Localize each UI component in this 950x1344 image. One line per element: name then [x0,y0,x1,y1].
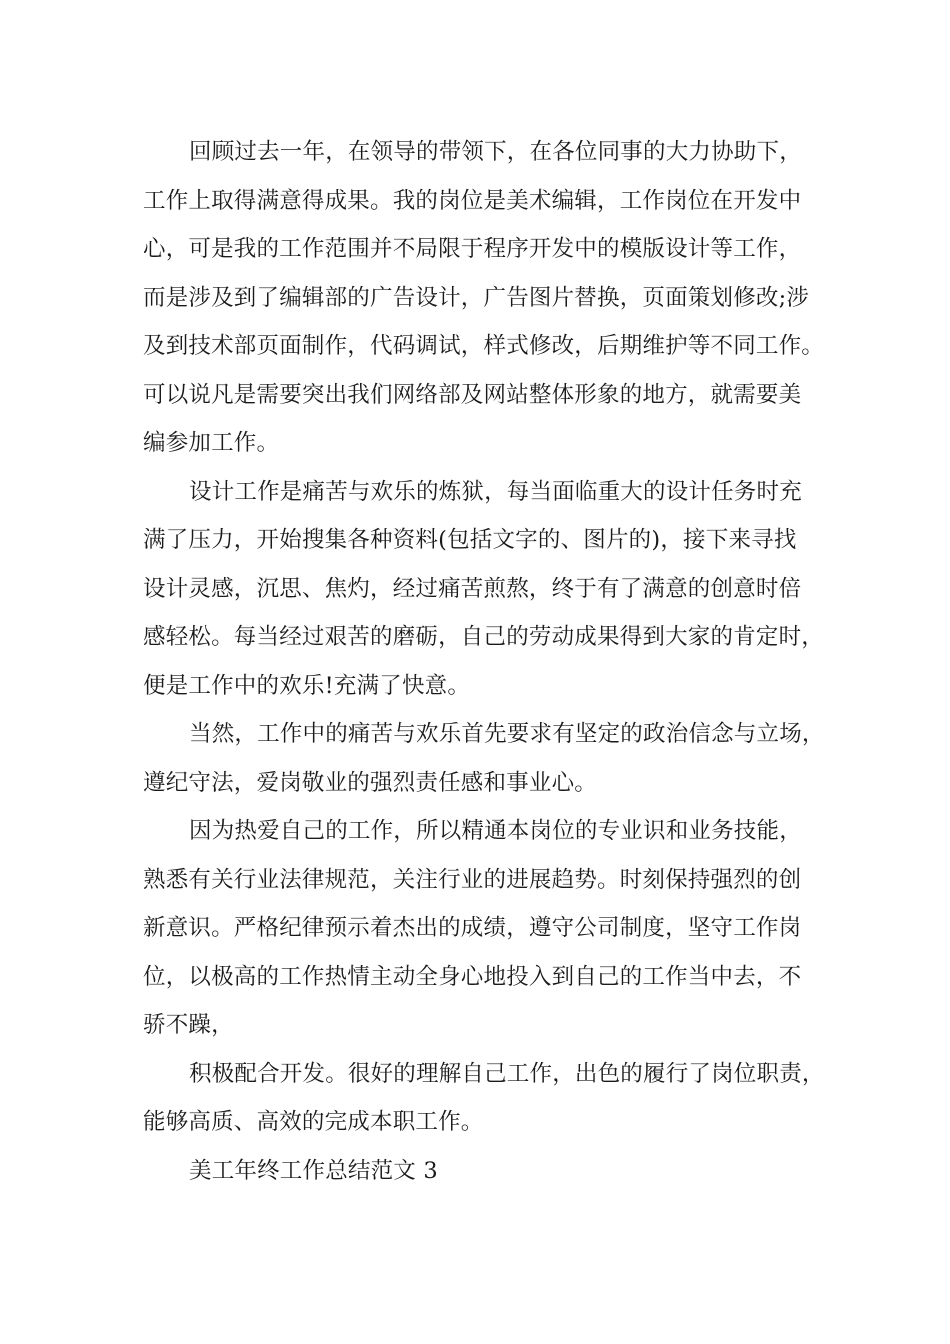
text-line: 遵纪守法，爱岗敬业的强烈责任感和事业心。 [143,769,598,796]
text-line: 位，以极高的工作热情主动全身心地投入到自己的工作当中去，不 [143,963,802,990]
text-line: 便是工作中的欢乐!充满了快意。 [143,672,471,699]
text-line: 感轻松。每当经过艰苦的磨砺，自己的劳动成果得到大家的肯定时， [143,624,825,650]
section-title-text: 美工年终工作总结范文 3 [189,1157,438,1184]
paragraph-political-stance [143,710,833,807]
document-body [143,128,833,1195]
text-line: 回顾过去一年，在领导的带领下，在各位同事的大力协助下， [189,139,802,165]
text-line: 工作上取得满意得成果。我的岗位是美术编辑，工作岗位在开发中 [143,187,802,214]
paragraph-review [143,128,833,468]
text-line: 因为热爱自己的工作，所以精通本岗位的专业识和业务技能， [189,818,802,844]
paragraph-professional-skills [143,807,833,1050]
paragraph-cooperation [143,1050,833,1147]
text-line: 及到技术部页面制作，代码调试，样式修改，后期维护等不同工作。 [143,333,825,359]
text-line: 心，可是我的工作范围并不局限于程序开发中的模版设计等工作， [143,236,802,262]
text-line: 新意识。严格纪律预示着杰出的成绩，遵守公司制度，坚守工作岗 [143,915,802,941]
text-line: 当然，工作中的痛苦与欢乐首先要求有坚定的政治信念与立场， [189,721,825,747]
text-line: 骄不躁， [143,1012,234,1038]
text-line: 满了压力，开始搜集各种资料(包括文字的、图片的)，接下来寻找 [143,527,797,553]
text-line: 而是涉及到了编辑部的广告设计，广告图片替换，页面策划修改;涉 [143,284,810,311]
text-line: 可以说凡是需要突出我们网络部及网站整体形象的地方，就需要美 [143,381,802,408]
text-line: 熟悉有关行业法律规范，关注行业的进展趋势。时刻保持强烈的创 [143,866,802,893]
paragraph-design-work [143,468,833,711]
text-line: 设计工作是痛苦与欢乐的炼狱，每当面临重大的设计任务时充 [189,478,802,505]
section-title [143,1147,833,1196]
text-line: 能够高质、高效的完成本职工作。 [143,1109,484,1135]
text-line: 积极配合开发。很好的理解自己工作，出色的履行了岗位职责， [189,1060,825,1087]
text-line: 编参加工作。 [143,430,280,456]
text-line: 设计灵感，沉思、焦灼，经过痛苦煎熬，终于有了满意的创意时倍 [143,575,802,602]
